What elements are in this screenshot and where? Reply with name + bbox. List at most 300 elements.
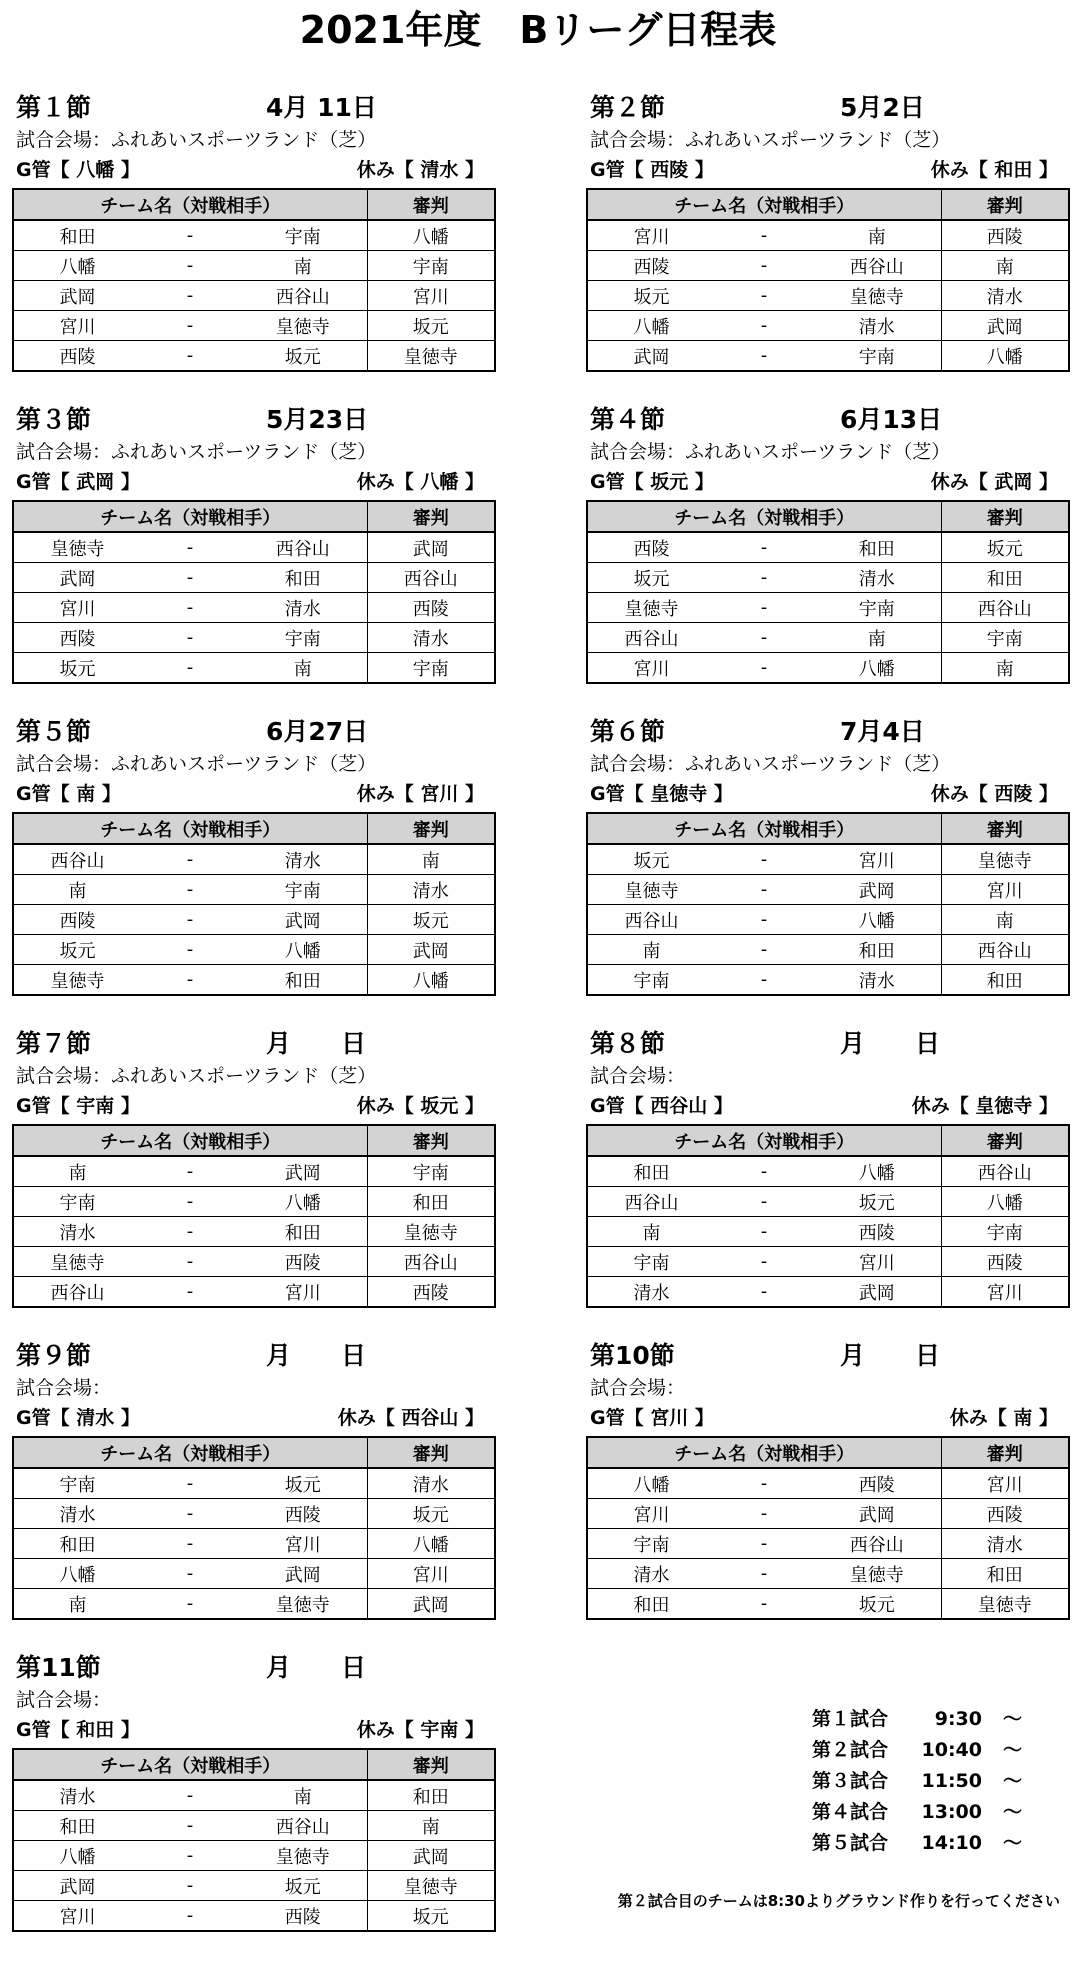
versus-dash: - bbox=[141, 1811, 239, 1841]
away-team: 宮川 bbox=[239, 1277, 367, 1308]
bye-team: 休み【 南 】 bbox=[949, 1407, 1058, 1429]
table-row bbox=[587, 1217, 1069, 1247]
away-team: 八幡 bbox=[813, 905, 941, 935]
schedule-table bbox=[586, 500, 1070, 684]
table-row bbox=[13, 1468, 495, 1499]
referee-team: 南 bbox=[367, 844, 495, 875]
versus-dash: - bbox=[141, 1277, 239, 1308]
teams-header: チーム名（対戦相手） bbox=[13, 189, 367, 220]
match-start-time: 14:10 bbox=[921, 1832, 982, 1854]
referee-team: 西陵 bbox=[367, 1277, 495, 1308]
away-team: 皇徳寺 bbox=[239, 1589, 367, 1620]
away-team: 坂元 bbox=[239, 1468, 367, 1499]
time-tilde: ～ bbox=[1002, 1832, 1022, 1854]
match-time-row bbox=[812, 1797, 1022, 1828]
match-label: 第５試合 bbox=[812, 1832, 889, 1854]
preparation-note: 第２試合目のチームは8:30よりグラウンド作りを行ってください bbox=[617, 1892, 1060, 1910]
round-header bbox=[590, 400, 1068, 438]
referee-team: 皇徳寺 bbox=[367, 341, 495, 372]
time-tilde: ～ bbox=[1002, 1801, 1022, 1823]
round-block bbox=[586, 88, 1068, 383]
home-team: 南 bbox=[13, 1156, 141, 1187]
away-team: 西陵 bbox=[239, 1901, 367, 1932]
teams-header: チーム名（対戦相手） bbox=[587, 1437, 941, 1468]
versus-dash: - bbox=[715, 1217, 813, 1247]
ground-manager: G管【 南 】 bbox=[16, 783, 121, 805]
home-team: 宇南 bbox=[587, 965, 715, 996]
versus-dash: - bbox=[141, 1559, 239, 1589]
referee-team: 西陵 bbox=[367, 593, 495, 623]
referee-team: 宇南 bbox=[367, 251, 495, 281]
referee-team: 宮川 bbox=[367, 1559, 495, 1589]
versus-dash: - bbox=[141, 875, 239, 905]
home-team: 皇徳寺 bbox=[13, 532, 141, 563]
referee-team: 西陵 bbox=[941, 220, 1069, 251]
versus-dash: - bbox=[141, 623, 239, 653]
versus-dash: - bbox=[715, 1529, 813, 1559]
away-team: 宇南 bbox=[813, 593, 941, 623]
table-row bbox=[13, 220, 495, 251]
ground-manager: G管【 坂元 】 bbox=[590, 471, 714, 493]
versus-dash: - bbox=[141, 1871, 239, 1901]
home-team: 西陵 bbox=[13, 905, 141, 935]
versus-dash: - bbox=[141, 1217, 239, 1247]
versus-dash: - bbox=[715, 844, 813, 875]
referee-team: 宇南 bbox=[367, 653, 495, 684]
bye-team: 休み【 清水 】 bbox=[356, 159, 484, 181]
table-row bbox=[587, 1187, 1069, 1217]
away-team: 坂元 bbox=[239, 1871, 367, 1901]
round-block bbox=[12, 400, 494, 695]
referee-team: 西陵 bbox=[941, 1499, 1069, 1529]
away-team: 西陵 bbox=[239, 1247, 367, 1277]
home-team: 坂元 bbox=[587, 844, 715, 875]
table-header-row bbox=[587, 813, 1069, 844]
referee-team: 八幡 bbox=[941, 341, 1069, 372]
referee-team: 南 bbox=[941, 905, 1069, 935]
away-team: 西陵 bbox=[239, 1499, 367, 1529]
referee-header: 審判 bbox=[367, 1437, 495, 1468]
schedule-table bbox=[12, 1748, 496, 1932]
schedule-table bbox=[12, 812, 496, 996]
away-team: 宮川 bbox=[239, 1529, 367, 1559]
away-team: 武岡 bbox=[239, 1156, 367, 1187]
versus-dash: - bbox=[715, 311, 813, 341]
referee-team: 武岡 bbox=[367, 532, 495, 563]
teams-header: チーム名（対戦相手） bbox=[13, 1749, 367, 1780]
round-block bbox=[586, 712, 1068, 1007]
match-label: 第３試合 bbox=[812, 1770, 889, 1792]
home-team: 八幡 bbox=[13, 1841, 141, 1871]
round-number: 第７節 bbox=[16, 1029, 92, 1058]
away-team: 八幡 bbox=[813, 1156, 941, 1187]
versus-dash: - bbox=[715, 593, 813, 623]
versus-dash: - bbox=[141, 311, 239, 341]
table-row bbox=[13, 875, 495, 905]
schedule-table bbox=[586, 188, 1070, 372]
round-block bbox=[12, 712, 494, 1007]
versus-dash: - bbox=[715, 1468, 813, 1499]
home-team: 宮川 bbox=[13, 311, 141, 341]
table-header-row bbox=[587, 1437, 1069, 1468]
versus-dash: - bbox=[715, 251, 813, 281]
versus-dash: - bbox=[141, 1156, 239, 1187]
away-team: 八幡 bbox=[239, 935, 367, 965]
round-number: 第11節 bbox=[16, 1653, 101, 1682]
referee-team: 八幡 bbox=[367, 220, 495, 251]
versus-dash: - bbox=[141, 935, 239, 965]
referee-header: 審判 bbox=[367, 1749, 495, 1780]
versus-dash: - bbox=[715, 1277, 813, 1308]
away-team: 坂元 bbox=[813, 1187, 941, 1217]
home-team: 西陵 bbox=[587, 532, 715, 563]
versus-dash: - bbox=[141, 653, 239, 684]
round-header bbox=[16, 1648, 494, 1686]
time-tilde: ～ bbox=[1002, 1770, 1022, 1792]
table-header-row bbox=[587, 189, 1069, 220]
ground-manager: G管【 八幡 】 bbox=[16, 159, 140, 181]
away-team: 西谷山 bbox=[813, 1529, 941, 1559]
versus-dash: - bbox=[715, 653, 813, 684]
away-team: 西谷山 bbox=[239, 532, 367, 563]
referee-team: 宮川 bbox=[941, 1468, 1069, 1499]
referee-team: 清水 bbox=[941, 281, 1069, 311]
venue-label: 試合会場： bbox=[590, 1377, 686, 1399]
round-date: 6月27日 bbox=[266, 717, 369, 746]
referee-header: 審判 bbox=[367, 501, 495, 532]
table-row bbox=[587, 1589, 1069, 1620]
bye-team: 休み【 坂元 】 bbox=[356, 1095, 484, 1117]
referee-team: 宮川 bbox=[367, 281, 495, 311]
versus-dash: - bbox=[715, 281, 813, 311]
table-header-row bbox=[13, 501, 495, 532]
referee-team: 皇徳寺 bbox=[941, 1589, 1069, 1620]
round-number: 第10節 bbox=[590, 1341, 675, 1370]
home-team: 南 bbox=[587, 935, 715, 965]
ground-manager: G管【 宇南 】 bbox=[16, 1095, 140, 1117]
away-team: 清水 bbox=[239, 593, 367, 623]
schedule-table bbox=[12, 188, 496, 372]
venue-label: 試合会場： bbox=[16, 1377, 112, 1399]
table-header-row bbox=[13, 189, 495, 220]
table-row bbox=[13, 563, 495, 593]
table-row bbox=[13, 965, 495, 996]
table-row bbox=[13, 341, 495, 372]
referee-team: 西谷山 bbox=[941, 935, 1069, 965]
versus-dash: - bbox=[715, 563, 813, 593]
table-row bbox=[13, 1901, 495, 1932]
versus-dash: - bbox=[715, 875, 813, 905]
away-team: 宇南 bbox=[239, 875, 367, 905]
referee-team: 皇徳寺 bbox=[367, 1217, 495, 1247]
home-team: 八幡 bbox=[13, 251, 141, 281]
home-team: 和田 bbox=[587, 1589, 715, 1620]
referee-team: 武岡 bbox=[367, 1589, 495, 1620]
round-header bbox=[16, 1024, 494, 1062]
versus-dash: - bbox=[715, 905, 813, 935]
away-team: 八幡 bbox=[239, 1187, 367, 1217]
away-team: 西谷山 bbox=[813, 251, 941, 281]
referee-team: 宇南 bbox=[941, 1217, 1069, 1247]
schedule-table bbox=[586, 812, 1070, 996]
table-row bbox=[587, 593, 1069, 623]
versus-dash: - bbox=[141, 1247, 239, 1277]
referee-team: 坂元 bbox=[941, 532, 1069, 563]
table-row bbox=[587, 844, 1069, 875]
table-header-row bbox=[13, 1749, 495, 1780]
away-team: 西谷山 bbox=[239, 1811, 367, 1841]
referee-team: 和田 bbox=[941, 1559, 1069, 1589]
away-team: 西陵 bbox=[813, 1468, 941, 1499]
away-team: 西陵 bbox=[813, 1217, 941, 1247]
versus-dash: - bbox=[141, 1468, 239, 1499]
round-number: 第８節 bbox=[590, 1029, 666, 1058]
round-date: 月 日 bbox=[266, 1341, 367, 1370]
referee-header: 審判 bbox=[941, 813, 1069, 844]
round-date: 月 日 bbox=[840, 1341, 941, 1370]
page-title: 2021年度 Bリーグ日程表 bbox=[299, 8, 777, 52]
home-team: 西谷山 bbox=[587, 623, 715, 653]
versus-dash: - bbox=[141, 1529, 239, 1559]
table-row bbox=[13, 1780, 495, 1811]
match-label: 第１試合 bbox=[812, 1708, 889, 1730]
match-times-list bbox=[812, 1704, 1022, 1859]
table-row bbox=[13, 1277, 495, 1308]
round-block bbox=[12, 1336, 494, 1631]
schedule-table bbox=[12, 1124, 496, 1308]
teams-header: チーム名（対戦相手） bbox=[13, 501, 367, 532]
referee-team: 清水 bbox=[367, 623, 495, 653]
home-team: 宮川 bbox=[13, 593, 141, 623]
match-start-time: 13:00 bbox=[921, 1801, 982, 1823]
table-row bbox=[13, 905, 495, 935]
match-time-row bbox=[812, 1766, 1022, 1797]
round-header bbox=[16, 400, 494, 438]
round-number: 第３節 bbox=[16, 405, 92, 434]
home-team: 和田 bbox=[587, 1156, 715, 1187]
table-row bbox=[13, 1529, 495, 1559]
referee-team: 和田 bbox=[367, 1187, 495, 1217]
away-team: 宮川 bbox=[813, 844, 941, 875]
versus-dash: - bbox=[141, 593, 239, 623]
versus-dash: - bbox=[715, 220, 813, 251]
versus-dash: - bbox=[141, 341, 239, 372]
match-time-row bbox=[812, 1828, 1022, 1859]
home-team: 西谷山 bbox=[13, 1277, 141, 1308]
venue-label: 試合会場：ふれあいスポーツランド（芝） bbox=[16, 441, 377, 463]
away-team: 和田 bbox=[239, 965, 367, 996]
referee-team: 皇徳寺 bbox=[367, 1871, 495, 1901]
away-team: 南 bbox=[813, 220, 941, 251]
table-row bbox=[13, 1559, 495, 1589]
bye-team: 休み【 西陵 】 bbox=[930, 783, 1058, 805]
bye-team: 休み【 和田 】 bbox=[930, 159, 1058, 181]
referee-team: 坂元 bbox=[367, 1499, 495, 1529]
table-row bbox=[13, 1247, 495, 1277]
round-number: 第２節 bbox=[590, 93, 666, 122]
table-row bbox=[587, 220, 1069, 251]
home-team: 武岡 bbox=[13, 281, 141, 311]
table-header-row bbox=[13, 1437, 495, 1468]
schedule-table bbox=[12, 500, 496, 684]
home-team: 南 bbox=[13, 1589, 141, 1620]
away-team: 宇南 bbox=[813, 341, 941, 372]
referee-header: 審判 bbox=[941, 1437, 1069, 1468]
versus-dash: - bbox=[141, 1841, 239, 1871]
table-row bbox=[587, 532, 1069, 563]
match-start-time: 9:30 bbox=[934, 1708, 982, 1730]
away-team: 武岡 bbox=[813, 1499, 941, 1529]
ground-manager: G管【 西陵 】 bbox=[590, 159, 714, 181]
round-block bbox=[12, 1648, 494, 1943]
table-row bbox=[13, 1156, 495, 1187]
versus-dash: - bbox=[715, 1559, 813, 1589]
away-team: 清水 bbox=[813, 563, 941, 593]
table-row bbox=[587, 281, 1069, 311]
table-row bbox=[587, 1468, 1069, 1499]
versus-dash: - bbox=[715, 1156, 813, 1187]
ground-manager: G管【 清水 】 bbox=[16, 1407, 140, 1429]
referee-header: 審判 bbox=[367, 1125, 495, 1156]
table-row bbox=[587, 653, 1069, 684]
referee-header: 審判 bbox=[941, 1125, 1069, 1156]
home-team: 八幡 bbox=[587, 311, 715, 341]
versus-dash: - bbox=[715, 1247, 813, 1277]
versus-dash: - bbox=[141, 844, 239, 875]
table-row bbox=[587, 341, 1069, 372]
bye-team: 休み【 八幡 】 bbox=[356, 471, 484, 493]
table-row bbox=[587, 1499, 1069, 1529]
home-team: 和田 bbox=[13, 1811, 141, 1841]
round-block bbox=[586, 400, 1068, 695]
versus-dash: - bbox=[141, 1589, 239, 1620]
home-team: 坂元 bbox=[13, 653, 141, 684]
away-team: 宮川 bbox=[813, 1247, 941, 1277]
round-header bbox=[590, 88, 1068, 126]
versus-dash: - bbox=[141, 1780, 239, 1811]
versus-dash: - bbox=[141, 281, 239, 311]
versus-dash: - bbox=[141, 220, 239, 251]
schedule-table bbox=[586, 1436, 1070, 1620]
ground-manager: G管【 和田 】 bbox=[16, 1719, 140, 1741]
away-team: 武岡 bbox=[813, 875, 941, 905]
table-row bbox=[13, 1499, 495, 1529]
time-tilde: ～ bbox=[1002, 1708, 1022, 1730]
bye-team: 休み【 皇徳寺 】 bbox=[911, 1095, 1058, 1117]
away-team: 西谷山 bbox=[239, 281, 367, 311]
round-header bbox=[16, 712, 494, 750]
bye-team: 休み【 宇南 】 bbox=[356, 1719, 484, 1741]
referee-team: 和田 bbox=[941, 965, 1069, 996]
round-header bbox=[16, 1336, 494, 1374]
table-row bbox=[13, 623, 495, 653]
table-row bbox=[13, 1187, 495, 1217]
table-row bbox=[587, 1559, 1069, 1589]
round-number: 第５節 bbox=[16, 717, 92, 746]
home-team: 清水 bbox=[13, 1780, 141, 1811]
referee-team: 西谷山 bbox=[941, 1156, 1069, 1187]
table-row bbox=[587, 1156, 1069, 1187]
referee-team: 南 bbox=[941, 251, 1069, 281]
home-team: 南 bbox=[587, 1217, 715, 1247]
match-label: 第４試合 bbox=[812, 1801, 889, 1823]
table-row bbox=[587, 1247, 1069, 1277]
referee-team: 坂元 bbox=[367, 311, 495, 341]
home-team: 八幡 bbox=[587, 1468, 715, 1499]
away-team: 皇徳寺 bbox=[239, 311, 367, 341]
away-team: 和田 bbox=[239, 1217, 367, 1247]
home-team: 坂元 bbox=[13, 935, 141, 965]
match-time-row bbox=[812, 1704, 1022, 1735]
versus-dash: - bbox=[141, 251, 239, 281]
time-tilde: ～ bbox=[1002, 1739, 1022, 1761]
teams-header: チーム名（対戦相手） bbox=[587, 1125, 941, 1156]
match-start-time: 10:40 bbox=[921, 1739, 982, 1761]
home-team: 武岡 bbox=[587, 341, 715, 372]
away-team: 皇徳寺 bbox=[813, 281, 941, 311]
versus-dash: - bbox=[715, 532, 813, 563]
table-row bbox=[13, 593, 495, 623]
home-team: 坂元 bbox=[587, 563, 715, 593]
round-number: 第１節 bbox=[16, 93, 92, 122]
referee-team: 西陵 bbox=[941, 1247, 1069, 1277]
table-header-row bbox=[587, 501, 1069, 532]
referee-team: 西谷山 bbox=[367, 563, 495, 593]
referee-team: 清水 bbox=[367, 1468, 495, 1499]
versus-dash: - bbox=[715, 341, 813, 372]
away-team: 和田 bbox=[813, 532, 941, 563]
versus-dash: - bbox=[141, 965, 239, 996]
round-header bbox=[16, 88, 494, 126]
table-row bbox=[13, 251, 495, 281]
home-team: 宮川 bbox=[587, 220, 715, 251]
home-team: 武岡 bbox=[13, 1871, 141, 1901]
venue-label: 試合会場： bbox=[16, 1689, 112, 1711]
home-team: 西谷山 bbox=[13, 844, 141, 875]
round-date: 4月 11日 bbox=[266, 93, 377, 122]
away-team: 宇南 bbox=[239, 623, 367, 653]
home-team: 西谷山 bbox=[587, 1187, 715, 1217]
versus-dash: - bbox=[141, 1187, 239, 1217]
away-team: 清水 bbox=[239, 844, 367, 875]
away-team: 坂元 bbox=[813, 1589, 941, 1620]
ground-manager: G管【 皇徳寺 】 bbox=[590, 783, 733, 805]
referee-team: 宇南 bbox=[941, 623, 1069, 653]
away-team: 清水 bbox=[813, 965, 941, 996]
home-team: 皇徳寺 bbox=[13, 965, 141, 996]
round-block bbox=[586, 1336, 1068, 1631]
referee-team: 八幡 bbox=[941, 1187, 1069, 1217]
match-time-row bbox=[812, 1735, 1022, 1766]
referee-team: 武岡 bbox=[367, 1841, 495, 1871]
home-team: 清水 bbox=[13, 1217, 141, 1247]
table-row bbox=[13, 935, 495, 965]
table-row bbox=[13, 1841, 495, 1871]
home-team: 西陵 bbox=[587, 251, 715, 281]
table-row bbox=[587, 1277, 1069, 1308]
referee-team: 西谷山 bbox=[367, 1247, 495, 1277]
referee-team: 清水 bbox=[941, 1529, 1069, 1559]
referee-team: 武岡 bbox=[941, 311, 1069, 341]
away-team: 南 bbox=[239, 251, 367, 281]
table-header-row bbox=[13, 1125, 495, 1156]
venue-label: 試合会場： bbox=[590, 1065, 686, 1087]
round-header bbox=[590, 712, 1068, 750]
away-team: 武岡 bbox=[813, 1277, 941, 1308]
referee-team: 武岡 bbox=[367, 935, 495, 965]
home-team: 宇南 bbox=[13, 1468, 141, 1499]
table-row bbox=[587, 935, 1069, 965]
